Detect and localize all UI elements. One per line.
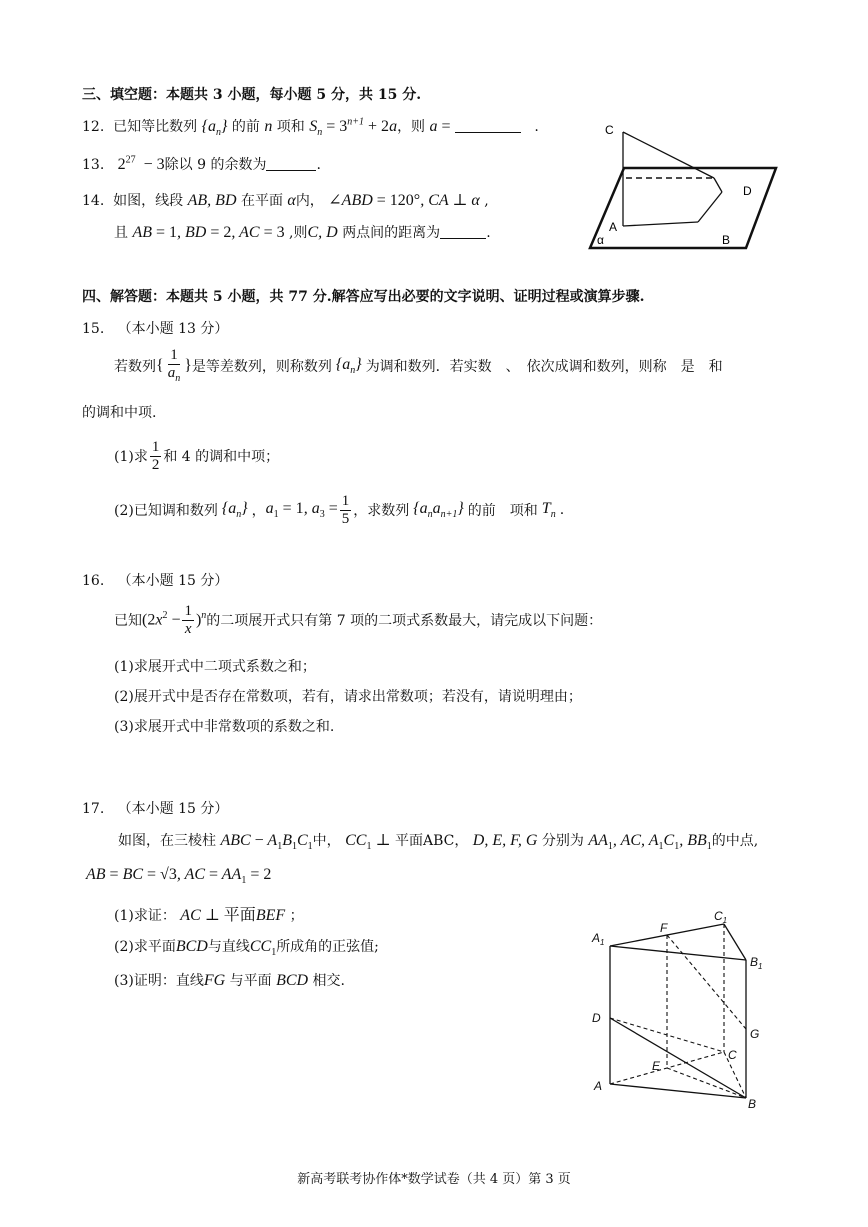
plane-figure	[586, 118, 786, 253]
label-c: C	[728, 1048, 737, 1062]
question-number: 15.	[82, 321, 105, 337]
question-17-part-1: (1)求证： AC ⊥ 平面BEF ；	[114, 907, 304, 924]
segment-fg	[667, 935, 746, 1029]
section-3-heading: 三、填空题：本题共 3 小题，每小题 5 分，共 15 分.	[82, 87, 422, 103]
points: （本小题 15 分）	[117, 801, 229, 817]
label-c1: $C_1$	[714, 909, 728, 925]
question-17-given: AB = BC = √3, AC = $AA_1 = 2$	[86, 866, 272, 887]
answer-blank	[266, 156, 316, 171]
page-footer: 新高考联考协作体*数学试卷（共 4 页）第 3 页	[297, 1172, 571, 1187]
question-12: 12. 已知等比数列 $\{a_n\}$ 的前 n 项和 $S_n = 3^{n+1} + 2a$，则 a = .	[82, 116, 539, 139]
question-number: 17.	[82, 801, 105, 817]
answer-blank	[440, 224, 486, 239]
points: （本小题 15 分）	[117, 573, 229, 589]
label-b: B	[748, 1097, 757, 1111]
question-16-header	[82, 570, 228, 590]
question-14: 14. 如图，线段 AB, BD 在平面 α内， ∠ABD = 120°, CA ⊥ α ,	[82, 192, 489, 209]
math-power: $2^{27} - 3$	[117, 154, 165, 173]
question-16-part-3: (3)求展开式中非常数项的系数之和.	[114, 719, 335, 735]
question-15-header	[82, 318, 228, 338]
question-16-part-1: (1)求展开式中二项式系数之和；	[114, 659, 316, 675]
question-17-header	[82, 798, 228, 818]
question-number: 14.	[82, 193, 105, 209]
question-13: 13. $2^{27} - 3$除以 9 的余数为 .	[82, 154, 321, 173]
answer-blank	[455, 118, 521, 133]
edge-c1b1	[724, 924, 746, 960]
question-14-line-2: 且 AB = 1, BD = 2, AC = 3 ,则C, D 两点间的距离为 .	[114, 224, 491, 241]
question-number: 13.	[82, 157, 105, 173]
label-a: A	[594, 1079, 603, 1093]
question-15-intro-cont: 的调和中项.	[82, 405, 157, 421]
segment-cd	[623, 132, 714, 178]
question-15-part-1: (1)求 $\frac{1}{2}$ 和 4 的调和中项；	[114, 438, 280, 473]
label-b: B	[722, 233, 731, 247]
question-number: 16.	[82, 573, 105, 589]
label-c: C	[605, 123, 614, 137]
question-17-part-2: (2)求平面BCD与直线$CC_1$所成角的正弦值;	[114, 938, 379, 959]
label-alpha: α	[597, 233, 604, 247]
plane-alpha	[590, 168, 776, 248]
question-number: 12.	[82, 119, 105, 135]
question-15-part-2: (2)已知调和数列 $\{a_n\}$ ， $a_1 = 1$, $a_3$ = $\frac{1}{5}$ ，求数列 $\{a_na_{n+1}\}$ 的前 项和 $T_n$ .	[114, 492, 565, 527]
math-sequence: $\{a_n\}$	[201, 118, 228, 139]
points: （本小题 13 分）	[117, 321, 229, 337]
label-d: D	[592, 1011, 601, 1025]
label-b1: $B_1$	[750, 955, 763, 971]
label-g: G	[750, 1027, 760, 1041]
question-17-intro: 如图，在三棱柱 ABC − $A_1B_1C_1$中， $CC_1$ ⊥ 平面ABC， D, E, F, G 分别为 $AA_1$, AC, $A_1C_1$, $BB_1$的中点,	[118, 832, 759, 853]
segment-bd	[698, 192, 722, 222]
label-a: A	[609, 220, 618, 234]
prism-figure	[586, 902, 776, 1112]
question-17-part-3: (3)证明：直线FG 与平面 BCD 相交.	[114, 972, 345, 989]
segment-ab	[623, 222, 698, 226]
question-16-part-2: (2)展开式中是否存在常数项，若有，请求出常数项；若没有，请说明理由；	[114, 689, 582, 705]
label-f: F	[660, 921, 668, 935]
label-a1: $A_1$	[592, 931, 605, 947]
label-d: D	[743, 184, 752, 198]
label-e: E	[652, 1059, 661, 1073]
question-15-intro: 若数列 { $\frac{1}{a_n}$ } 是等差数列，则称数列 $\{a_n\}$ 为调和数列．若实数 、 依次成调和数列，则称 是 和	[114, 347, 723, 384]
math-sum-formula: $S_n = 3^{n+1} + 2a$	[309, 116, 398, 139]
section-4-heading: 四、解答题：本题共 5 小题，共 77 分.解答应写出必要的文字说明、证明过程或演算步骤.	[82, 289, 645, 305]
question-16-intro: 已知 ($2x^2$ − $\frac{1}{x}$ )$^n$ 的二项展开式只有第 7 项的二项式系数最大，请完成以下问题：	[114, 602, 603, 637]
